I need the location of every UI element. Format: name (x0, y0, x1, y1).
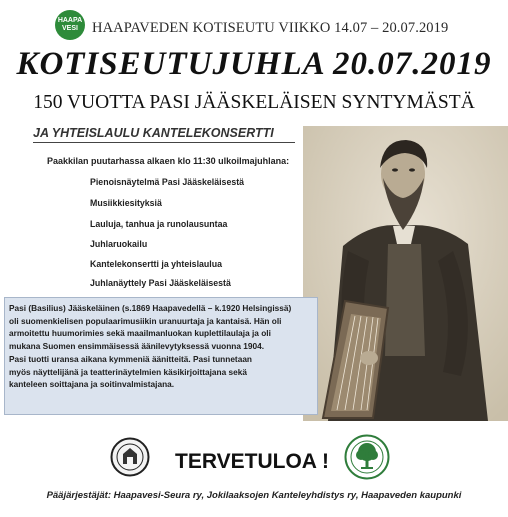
kanteleyhdistys-tree-seal-icon (344, 434, 390, 480)
logo-text-bottom: VESI (62, 25, 78, 32)
welcome-text: TERVETULOA ! (175, 450, 330, 473)
heading-underline (33, 142, 295, 143)
portrait-photo (303, 126, 508, 421)
program-item: Juhlaruokailu (90, 239, 148, 249)
bio-line: mukana Suomen ensimmäisessä äänilevytyksessä vuonna 1904. (9, 341, 265, 352)
bio-line: Pasi (Basilius) Jääskeläinen (s.1869 Haapavedellä – k.1920 Helsingissä) (9, 303, 292, 313)
biography-box (4, 297, 318, 415)
week-heading: HAAPAVEDEN KOTISEUTU VIIKKO 14.07 – 20.07.2019 (92, 20, 449, 36)
logo-text-top: HAAPA (57, 17, 83, 24)
bio-line: Pasi tuotti uransa aikana kymmeniä äänitteitä. Pasi tunnetaan (9, 353, 252, 364)
bio-line: kanteleen soittajana ja soitinvalmistajana. (9, 379, 175, 390)
program-item: Juhlanäyttely Pasi Jääskeläisestä (90, 278, 231, 288)
bio-line: myös näyttelijänä ja teatterinäytelmien käsikirjoittajana sekä (9, 366, 247, 377)
program-intro: Paakkilan puutarhassa alkaen klo 11:30 ulkoilmajuhlana: (47, 156, 290, 166)
bio-line: armoitettu huumorimies sekä maailmanluokan kuplettilaulaja ja oli (9, 328, 271, 339)
program-item: Lauluja, tanhua ja runolausuntaa (90, 219, 228, 229)
haapavesi-seura-seal-icon (110, 437, 150, 477)
event-subtitle: 150 VUOTTA PASI JÄÄSKELÄISEN SYNTYMÄSTÄ (33, 92, 475, 113)
program-item: Kantelekonsertti ja yhteislaulua (90, 259, 222, 269)
organizers-line: Pääjärjestäjät: Haapavesi-Seura ry, Jokilaaksojen Kanteleyhdistys ry, Haapaveden kaupunki (46, 490, 462, 501)
bio-line: oli suomenkielisen populaarimusiikin uranuurtaja ja kantaisä. Hän oli (9, 315, 282, 326)
program-item: Musiikkiesityksiä (90, 198, 162, 208)
haapavesi-logo (55, 10, 85, 40)
concert-heading: JA YHTEISLAULU KANTELEKONSERTTI (33, 126, 274, 140)
event-title: KOTISEUTUJUHLA 20.07.2019 (16, 46, 492, 82)
program-item: Pienoisnäytelmä Pasi Jääskeläisestä (90, 177, 245, 187)
